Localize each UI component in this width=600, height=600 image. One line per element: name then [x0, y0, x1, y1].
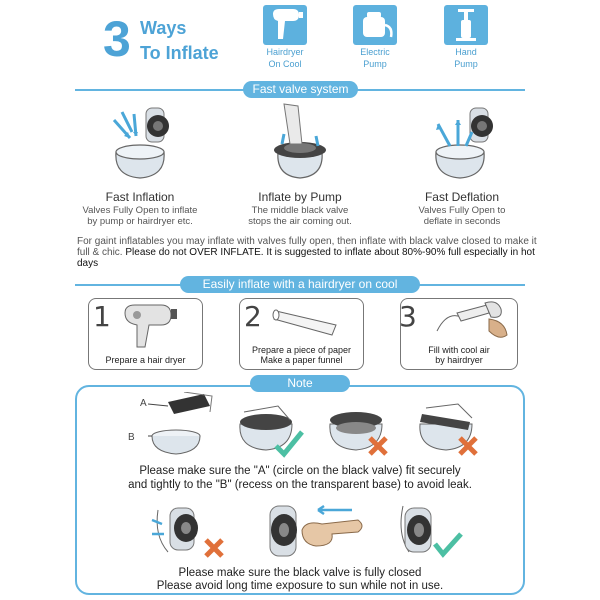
section-bar-hairdryer: Easily inflate with a hairdryer on cool	[180, 276, 420, 293]
hand-pump-icon	[444, 5, 488, 45]
step-card-3	[400, 298, 518, 370]
valve-open-illustration	[100, 102, 180, 186]
mode-desc: stops the air coming out.	[248, 216, 352, 227]
note-text: and tightly to the "B" (recess on the transparent base) to avoid leak.	[128, 479, 472, 491]
step-card-1	[88, 298, 203, 370]
label-a: A	[140, 398, 147, 409]
section-bar-valve: Fast valve system	[243, 81, 358, 98]
valve-wrong-illustration	[412, 402, 486, 458]
electric-pump-icon	[353, 5, 397, 45]
mode-desc: Valves Fully Open to	[418, 205, 506, 216]
fill-air-icon	[427, 301, 513, 347]
advice-text: For gaint inflatables you may inflate with valves fully open, then inflate with black valve closed to make it full & chic.	[77, 236, 537, 258]
advice-warning: Please do not OVER INFLATE. It is suggested to inflate about 80%-90% full especially in hot days	[77, 247, 535, 269]
method-electric-pump	[346, 5, 404, 69]
method-label: Hand	[455, 47, 477, 57]
method-label: Electric	[360, 47, 390, 57]
valve-pump-illustration	[260, 100, 340, 186]
step-caption: Make a paper funnel	[260, 355, 343, 365]
cross-icon	[370, 438, 386, 454]
cross-icon	[206, 540, 222, 556]
section-bar-note: Note	[250, 375, 350, 392]
step-number: 2	[244, 300, 262, 333]
step-number: 3	[399, 300, 417, 333]
step-caption: by hairdryer	[435, 355, 483, 365]
mode-desc: deflate in seconds	[423, 216, 501, 227]
big-number: 3	[103, 11, 131, 67]
header	[0, 0, 600, 82]
mode-desc: by pump or hairdryer etc.	[87, 216, 193, 227]
cross-icon	[460, 438, 476, 454]
paper-funnel-icon	[272, 305, 342, 341]
step-card-2	[239, 298, 364, 370]
note-text: Please avoid long time exposure to sun while not in use.	[156, 580, 444, 592]
method-label: Pump	[454, 59, 478, 69]
valve-parts-illustration	[148, 392, 218, 456]
hairdryer-icon	[119, 303, 179, 349]
note-text: Please make sure the "A" (circle on the black valve) fit securely	[139, 465, 461, 477]
method-hand-pump	[437, 5, 495, 69]
title-line1: Ways	[140, 18, 187, 38]
valve-closed-correct-illustration	[395, 500, 465, 564]
mode-title: Fast Deflation	[424, 190, 500, 204]
method-hairdryer	[256, 5, 314, 69]
valve-correct-illustration	[232, 402, 306, 458]
valve-open-wrong-illustration	[150, 500, 230, 564]
inflate-advice-paragraph	[77, 236, 537, 269]
title-line2: To Inflate	[140, 43, 219, 63]
step-number: 1	[93, 300, 111, 333]
mode-desc: The middle black valve	[251, 205, 349, 216]
step-caption: Prepare a piece of paper	[251, 345, 352, 355]
note-text: Please make sure the black valve is fully closed	[178, 567, 422, 579]
mode-title: Inflate by Pump	[258, 190, 342, 204]
check-icon	[435, 534, 461, 554]
mode-desc: Valves Fully Open to inflate	[82, 205, 198, 216]
hairdryer-icon	[263, 5, 307, 45]
mode-title: Fast Inflation	[105, 190, 175, 204]
step-caption: Fill with cool air	[428, 345, 490, 355]
label-b: B	[128, 432, 135, 443]
valve-press-illustration	[262, 500, 372, 564]
method-label: Hairdryer	[266, 47, 304, 57]
valve-deflate-illustration	[420, 102, 500, 186]
method-label: On Cool	[268, 59, 302, 69]
step-caption: Prepare a hair dryer	[105, 355, 186, 365]
valve-wrong-illustration	[322, 402, 396, 458]
method-label: Pump	[363, 59, 387, 69]
